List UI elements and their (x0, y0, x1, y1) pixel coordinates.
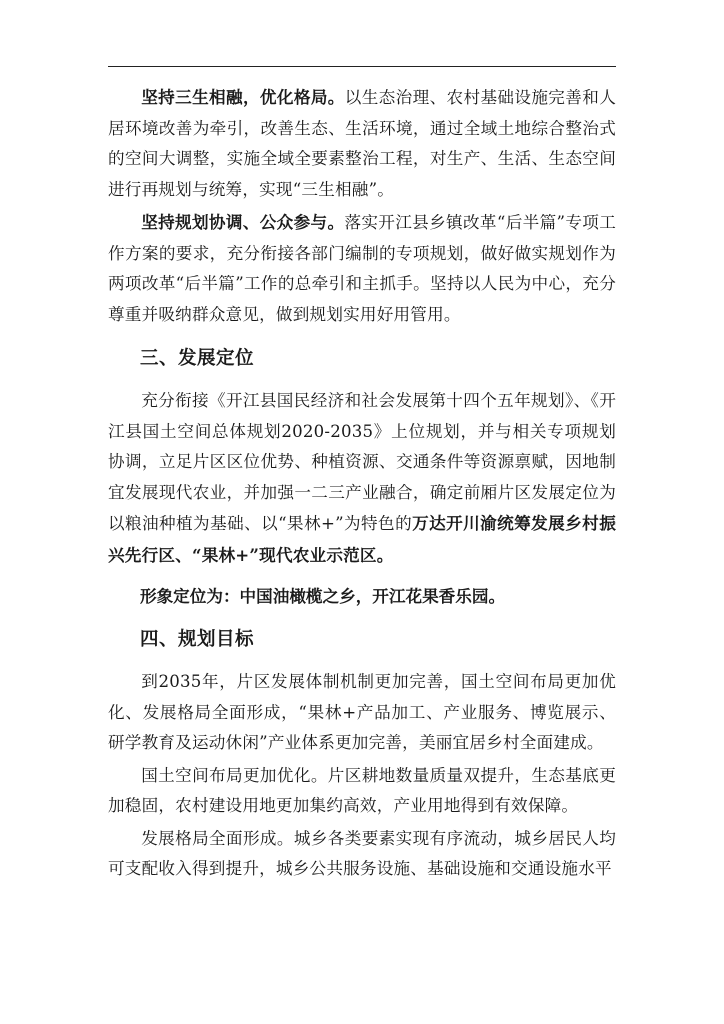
paragraph-positioning (108, 386, 616, 571)
paragraph-three-integration (108, 82, 616, 205)
paragraph-lead: 坚持三生相融，优化格局。 (141, 87, 345, 107)
document-body (108, 82, 616, 885)
section-heading-development-positioning: 三、发展定位 (140, 348, 255, 369)
paragraph-text: 充分衔接《开江县国民经济和社会发展第十四个五年规划》、《开江县国土空间总体规划2020-2035》上位规划，并与相关专项规划协调，立足片区区位优势、种植资源、交通条件等资源禀赋，因地制宜发展现代农业，并加强一二三产业融合，确定前厢片区发展定位为以粮油种植为基础、以“果林+”为特色的 (108, 391, 616, 533)
header-rule (108, 66, 616, 67)
paragraph-planning-coordination (108, 207, 616, 330)
section-heading-planning-goals: 四、规划目标 (140, 629, 255, 650)
paragraph-spatial-layout: 国土空间布局更加优化。片区耕地数量质量双提升，生态基底更加稳固，农村建设用地更加集约高效，产业用地得到有效保障。 (108, 765, 616, 815)
paragraph-emphasis: 万达开川渝统筹发展乡村振兴先行区、“果林+”现代农业示范区。 (108, 513, 616, 565)
paragraph-text: 以生态治理、农村基础设施完善和人居环境改善为牵引，改善生态、生活环境，通过全域土地综合整治式的空间大调整，实施全域全要素整治工程，对生产、生活、生态空间进行再规划与统筹，实现“三生相融”。 (108, 88, 616, 199)
paragraph-text: 落实开江县乡镇改革“后半篇”专项工作方案的要求，充分衔接各部门编制的专项规划，做好做实规划作为两项改革“后半篇”工作的总牵引和主抓手。坚持以人民为中心，充分尊重并吸纳群众意见，做到规划实用好用管用。 (108, 213, 616, 324)
paragraph-goals-2035: 到2035年，片区发展体制机制更加完善，国土空间布局更加优化、发展格局全面形成，“果林+产品加工、产业服务、博览展示、研学教育及运动休闲”产业体系更加完善，美丽宜居乡村全面建成。 (108, 672, 616, 752)
paragraph-development-pattern: 发展格局全面形成。城乡各类要素实现有序流动，城乡居民人均可支配收入得到提升，城乡公共服务设施、基础设施和交通设施水平 (108, 828, 616, 878)
image-positioning-statement: 形象定位为：中国油橄榄之乡，开江花果香乐园。 (140, 586, 506, 606)
paragraph-lead: 坚持规划协调、公众参与。 (141, 212, 345, 232)
